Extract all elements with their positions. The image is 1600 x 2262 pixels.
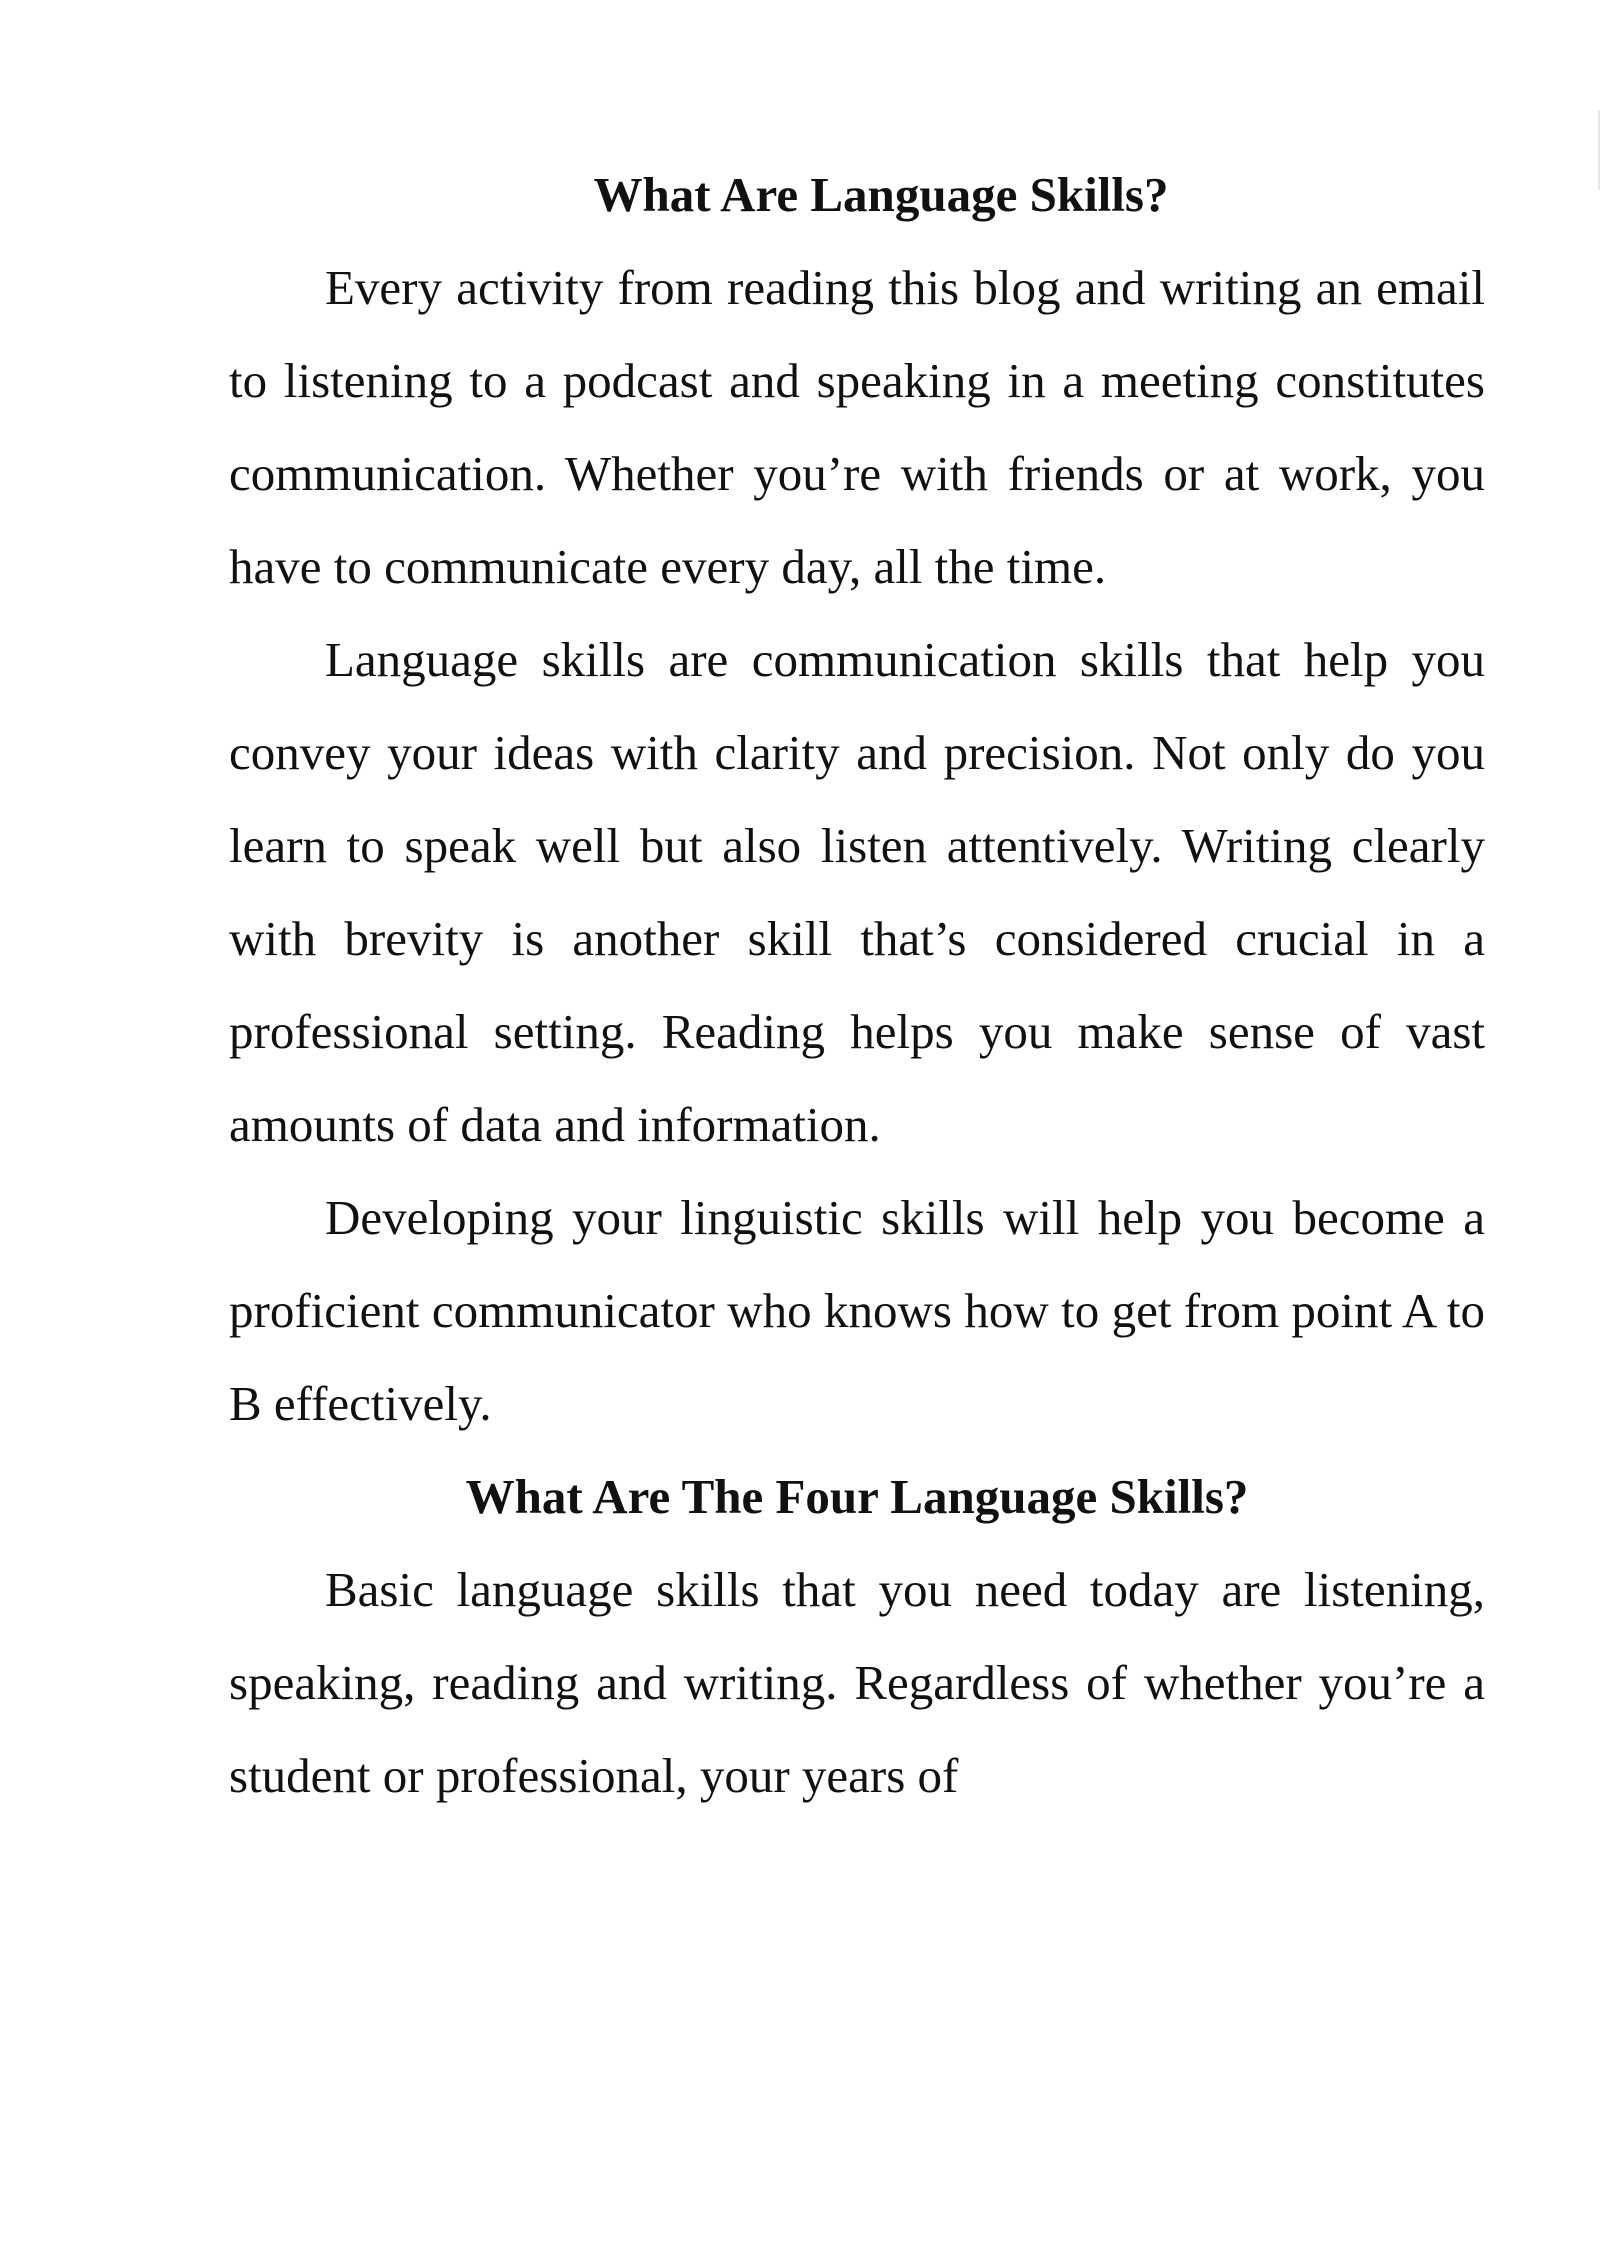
paragraph: Basic language skills that you need today are listening, speaking, reading and writing. Regardless of whether you’re a student or professional, your years of [229, 1562, 1485, 1803]
section-heading: What Are The Four Language Skills? [465, 1469, 1249, 1524]
document-page [229, 148, 1485, 1822]
section-heading: What Are Language Skills? [593, 167, 1169, 222]
section-language-skills [229, 148, 1485, 1450]
paragraph: Developing your linguistic skills will help you become a proficient communicator who knows how to get from point A to B effectively. [229, 1190, 1485, 1431]
section-four-language-skills [229, 1450, 1485, 1822]
paragraph: Language skills are communication skills that help you convey your ideas with clarity and precision. Not only do you learn to speak well but also listen attentively. Writing clearly with brevity is another skill that’s considered crucial in a professional setting. Reading helps you make sense of vast amounts of data and information. [229, 632, 1485, 1152]
paragraph: Every activity from reading this blog and writing an email to listening to a podcast and speaking in a meeting constitutes communication. Whether you’re with friends or at work, you have to communicate every day, all the time. [229, 260, 1485, 594]
